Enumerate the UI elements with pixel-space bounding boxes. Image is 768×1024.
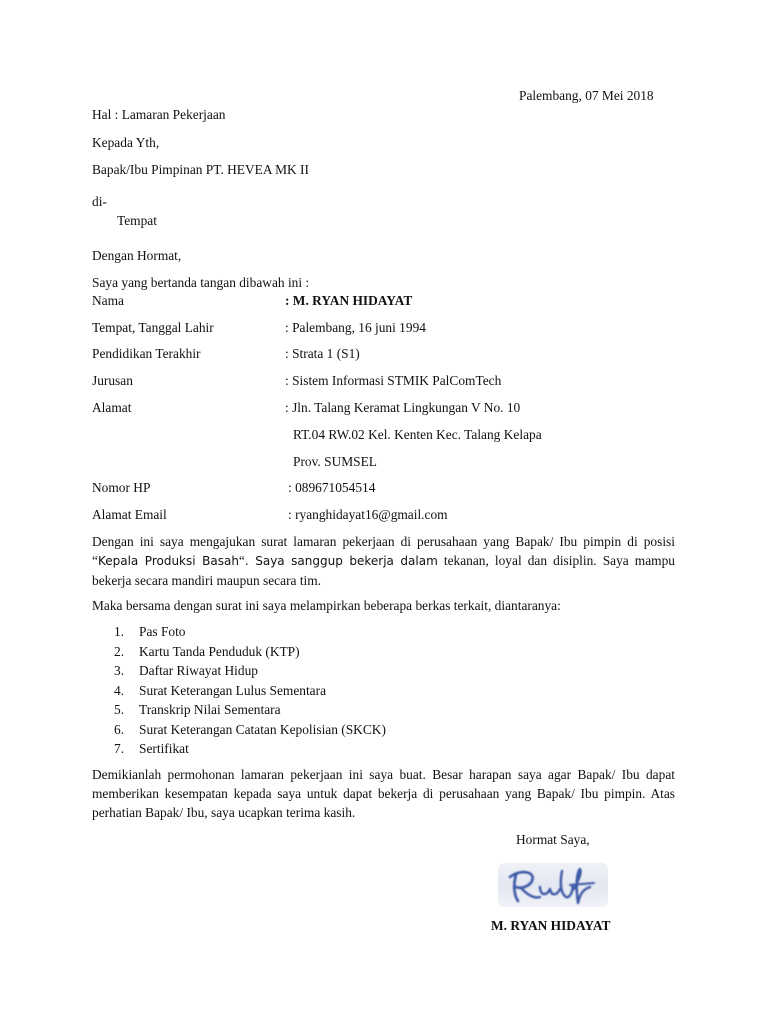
field-value-email: : ryanghidayat16@gmail.com [288, 507, 448, 522]
field-value-address-line2: RT.04 RW.02 Kel. Kenten Kec. Talang Kelapa [293, 427, 542, 442]
field-value-birth: : Palembang, 16 juni 1994 [285, 320, 426, 335]
field-value-address-line3: Prov. SUMSEL [293, 454, 377, 469]
body1-part1: Dengan ini saya mengajukan surat lamaran pekerjaan di perusahaan yang Bapak/ Ibu pimpin di posisi [92, 534, 675, 549]
closing-paragraph: Demikianlah permohonan lamaran pekerjaan ini saya buat. Besar harapan saya agar Bapak/ Ibu dapat memberikan kesempatan kepada saya untuk dapat bekerja di perusahaan yang Bapak/ Ibu pimpin. Atas perhatian Bapak/ Ibu, saya ucapkan terima kasih. [92, 767, 675, 820]
field-value-education: : Strata 1 (S1) [285, 346, 360, 361]
body1-part2: . Saya sanggup bekerja dalam [244, 554, 438, 568]
body1-quote-close: “ [238, 553, 245, 568]
signer-name: M. RYAN HIDAYAT [491, 918, 611, 933]
signature-image [496, 859, 610, 911]
list-item-number: 6. [114, 721, 125, 737]
greeting: Dengan Hormat, [92, 248, 182, 263]
list-item-text: Sertifikat [139, 741, 189, 756]
place-date: Palembang, 07 Mei 2018 [519, 88, 654, 103]
list-item-number: 2. [114, 643, 125, 659]
body1-position: Kepala Produksi Basah [97, 554, 239, 568]
list-item-number: 1. [114, 624, 125, 639]
addressee-salutation: Kepada Yth, [92, 135, 160, 150]
intro-line: Saya yang bertanda tangan dibawah ini : [92, 275, 310, 290]
field-label-major: Jurusan [92, 373, 133, 388]
recipient-place: Tempat [117, 213, 157, 228]
list-item-text: Pas Foto [139, 624, 186, 639]
list-item-number: 3. [114, 663, 125, 678]
recipient-di: di- [92, 194, 107, 209]
field-label-address: Alamat [92, 400, 132, 415]
list-item-text: Surat Keterangan Lulus Sementara [139, 682, 327, 698]
list-item-number: 7. [114, 741, 125, 756]
list-item-text: Kartu Tanda Penduduk (KTP) [139, 643, 300, 659]
body-paragraph-2: Maka bersama dengan surat ini saya melampirkan beberapa berkas terkait, diantaranya: [92, 598, 561, 613]
list-item-number: 5. [114, 702, 125, 717]
field-label-phone: Nomor HP [92, 480, 151, 495]
field-value-name: : M. RYAN HIDAYAT [285, 293, 413, 308]
field-value-major: : Sistem Informasi STMIK PalComTech [285, 373, 502, 388]
subject-line: Hal : Lamaran Pekerjaan [92, 107, 226, 122]
recipient-name: Bapak/Ibu Pimpinan PT. HEVEA MK II [92, 162, 309, 177]
field-label-birth: Tempat, Tanggal Lahir [92, 320, 214, 335]
field-value-phone: : 089671054514 [288, 480, 376, 495]
body1-part3: tekanan, loyal dan disiplin. Saya mampu bekerja secara mandiri maupun secara tim. [92, 553, 675, 588]
field-value-address: : Jln. Talang Keramat Lingkungan V No. 10 [285, 400, 521, 415]
field-label-name: Nama [92, 293, 124, 308]
list-item-text: Daftar Riwayat Hidup [139, 663, 258, 678]
list-item-number: 4. [114, 682, 125, 698]
body-paragraph-1 [92, 532, 675, 590]
field-label-email: Alamat Email [92, 507, 167, 522]
list-item-text: Transkrip Nilai Sementara [139, 702, 281, 717]
regards-line: Hormat Saya, [516, 832, 590, 847]
field-label-education: Pendidikan Terakhir [92, 346, 201, 361]
list-item-text: Surat Keterangan Catatan Kepolisian (SKCK) [139, 721, 386, 737]
body1-quote-open: “ [92, 553, 98, 568]
